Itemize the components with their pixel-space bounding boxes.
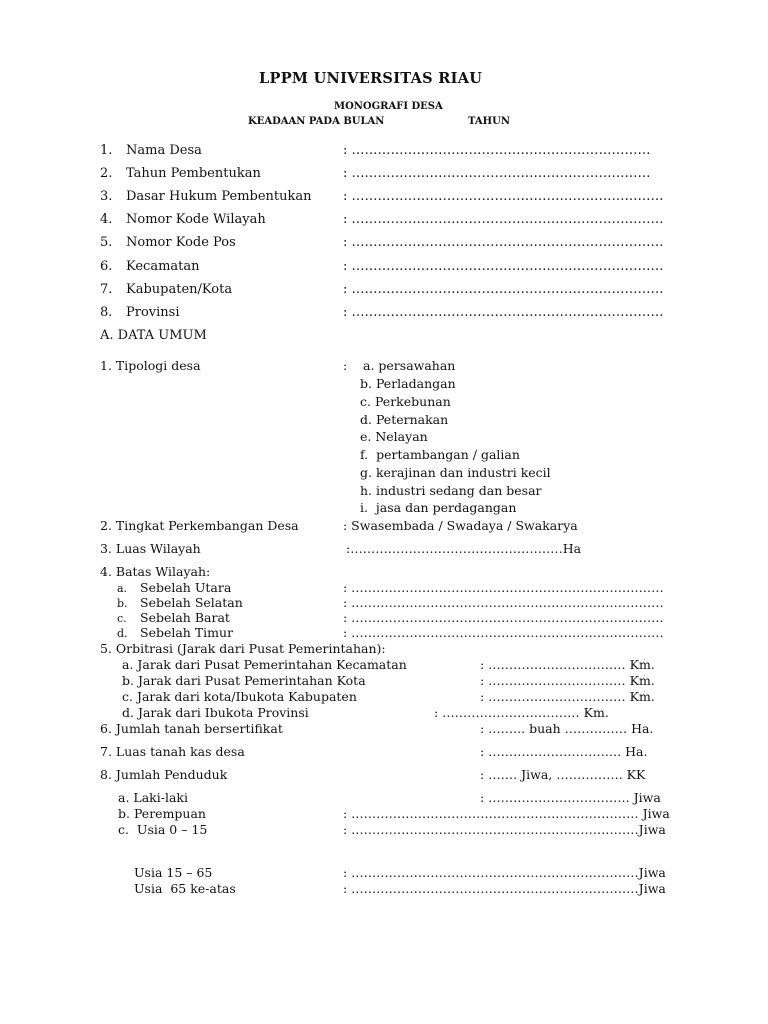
- identity-number: 5.: [100, 235, 113, 250]
- kas-desa-field[interactable]: : ………………………….. Ha.: [480, 744, 648, 759]
- orbitrasi-label-provinsi: d. Jarak dari Ibukota Provinsi: [122, 705, 309, 720]
- identity-number: 7.: [100, 282, 113, 297]
- penduduk-label: 8. Jumlah Penduduk: [100, 767, 228, 782]
- tipologi-option[interactable]: a. persawahan: [363, 358, 456, 373]
- penduduk-field-usia-65-plus[interactable]: : ……………………………………………………………Jiwa: [343, 881, 666, 896]
- identity-number: 8.: [100, 305, 113, 320]
- tipologi-option[interactable]: c. Perkebunan: [360, 394, 451, 409]
- batas-letter: d.: [117, 627, 128, 640]
- identity-label-kabupaten: Kabupaten/Kota: [126, 282, 233, 297]
- batas-label-timur: Sebelah Timur: [140, 625, 234, 640]
- batas-label-utara: Sebelah Utara: [140, 580, 232, 595]
- luas-label: 3. Luas Wilayah: [100, 541, 201, 556]
- batas-label-selatan: Sebelah Selatan: [140, 595, 243, 610]
- identity-number: 1.: [100, 143, 113, 158]
- identity-field-tahun-pembentukan[interactable]: : ……………………………………………………………: [343, 166, 651, 181]
- penduduk-field-usia-15-65[interactable]: : ……………………………………………………………Jiwa: [343, 865, 666, 880]
- identity-number: 4.: [100, 212, 113, 227]
- identity-field-dasar-hukum[interactable]: : ………………………………………………………………: [343, 189, 664, 204]
- identity-number: 2.: [100, 166, 113, 181]
- batas-field-selatan[interactable]: : …………………………………………………………………: [343, 595, 664, 610]
- identity-label-kode-wilayah: Nomor Kode Wilayah: [126, 212, 266, 227]
- period-label: KEADAAN PADA BULAN: [248, 116, 385, 127]
- penduduk-label-usia-65-plus: Usia 65 ke-atas: [134, 881, 236, 896]
- batas-label-barat: Sebelah Barat: [140, 610, 230, 625]
- batas-letter: c.: [117, 612, 127, 625]
- tipologi-option[interactable]: g. kerajinan dan industri kecil: [360, 465, 551, 480]
- batas-label: 4. Batas Wilayah:: [100, 564, 211, 579]
- orbitrasi-label-kota: b. Jarak dari Pusat Pemerintahan Kota: [122, 673, 366, 688]
- penduduk-label-usia-15-65: Usia 15 – 65: [134, 865, 213, 880]
- penduduk-field-laki[interactable]: : ……………………………. Jiwa: [480, 790, 661, 805]
- orbitrasi-field-kecamatan[interactable]: : …………………………… Km.: [480, 657, 655, 672]
- document-title: LPPM UNIVERSITAS RIAU: [259, 70, 483, 87]
- penduduk-field-usia-0-15[interactable]: : ……………………………………………………………Jiwa: [343, 822, 666, 837]
- orbitrasi-field-provinsi[interactable]: : …………………………… Km.: [434, 705, 609, 720]
- orbitrasi-label-kabupaten: c. Jarak dari kota/Ibukota Kabupaten: [122, 689, 357, 704]
- identity-label-kode-pos: Nomor Kode Pos: [126, 235, 236, 250]
- batas-field-barat[interactable]: : …………………………………………………………………: [343, 610, 664, 625]
- tipologi-label: 1. Tipologi desa: [100, 358, 201, 373]
- batas-letter: b.: [117, 597, 128, 610]
- penduduk-label-laki: a. Laki-laki: [118, 790, 188, 805]
- kas-desa-label: 7. Luas tanah kas desa: [100, 744, 245, 759]
- batas-field-timur[interactable]: : …………………………………………………………………: [343, 625, 664, 640]
- penduduk-field[interactable]: : ……. Jiwa, ……………. KK: [480, 767, 646, 782]
- batas-letter: a.: [117, 582, 128, 595]
- sertifikat-label: 6. Jumlah tanah bersertifikat: [100, 721, 283, 736]
- tipologi-colon: :: [343, 358, 348, 373]
- tipologi-option[interactable]: h. industri sedang dan besar: [360, 483, 542, 498]
- identity-label-kecamatan: Kecamatan: [126, 259, 200, 274]
- identity-field-provinsi[interactable]: : ………………………………………………………………: [343, 305, 664, 320]
- identity-field-kabupaten[interactable]: : ………………………………………………………………: [343, 282, 664, 297]
- penduduk-label-usia-0-15: c. Usia 0 – 15: [118, 822, 208, 837]
- orbitrasi-field-kabupaten[interactable]: : …………………………… Km.: [480, 689, 655, 704]
- identity-field-kode-wilayah[interactable]: : ………………………………………………………………: [343, 212, 664, 227]
- identity-field-kode-pos[interactable]: : ………………………………………………………………: [343, 235, 664, 250]
- luas-field[interactable]: :……………………………………………Ha: [346, 541, 582, 556]
- identity-number: 6.: [100, 259, 113, 274]
- document-subtitle: MONOGRAFI DESA: [334, 101, 443, 112]
- sertifikat-field[interactable]: : ……... buah …………… Ha.: [480, 721, 654, 736]
- tipologi-option[interactable]: b. Perladangan: [360, 376, 456, 391]
- tipologi-option[interactable]: f. pertambangan / galian: [360, 447, 520, 462]
- identity-label-tahun-pembentukan: Tahun Pembentukan: [126, 166, 261, 181]
- tingkat-options[interactable]: : Swasembada / Swadaya / Swakarya: [343, 518, 578, 533]
- year-label: TAHUN: [468, 116, 510, 127]
- orbitrasi-field-kota[interactable]: : …………………………… Km.: [480, 673, 655, 688]
- penduduk-field-perempuan[interactable]: : …………………………………………………………… Jiwa: [343, 806, 670, 821]
- orbitrasi-label: 5. Orbitrasi (Jarak dari Pusat Pemerintahan):: [100, 641, 386, 656]
- tipologi-option[interactable]: e. Nelayan: [360, 429, 428, 444]
- identity-field-kecamatan[interactable]: : ………………………………………………………………: [343, 259, 664, 274]
- identity-label-dasar-hukum: Dasar Hukum Pembentukan: [126, 189, 312, 204]
- section-a-title: A. DATA UMUM: [100, 328, 207, 343]
- identity-number: 3.: [100, 189, 113, 204]
- tipologi-option[interactable]: i. jasa dan perdagangan: [360, 500, 517, 515]
- orbitrasi-label-kecamatan: a. Jarak dari Pusat Pemerintahan Kecamatan: [122, 657, 407, 672]
- identity-label-provinsi: Provinsi: [126, 305, 180, 320]
- identity-label-nama-desa: Nama Desa: [126, 143, 202, 158]
- batas-field-utara[interactable]: : …………………………………………………………………: [343, 580, 664, 595]
- penduduk-label-perempuan: b. Perempuan: [118, 806, 206, 821]
- identity-field-nama-desa[interactable]: : ……………………………………………………………: [343, 143, 651, 158]
- tipologi-option[interactable]: d. Peternakan: [360, 412, 449, 427]
- tingkat-label: 2. Tingkat Perkembangan Desa: [100, 518, 299, 533]
